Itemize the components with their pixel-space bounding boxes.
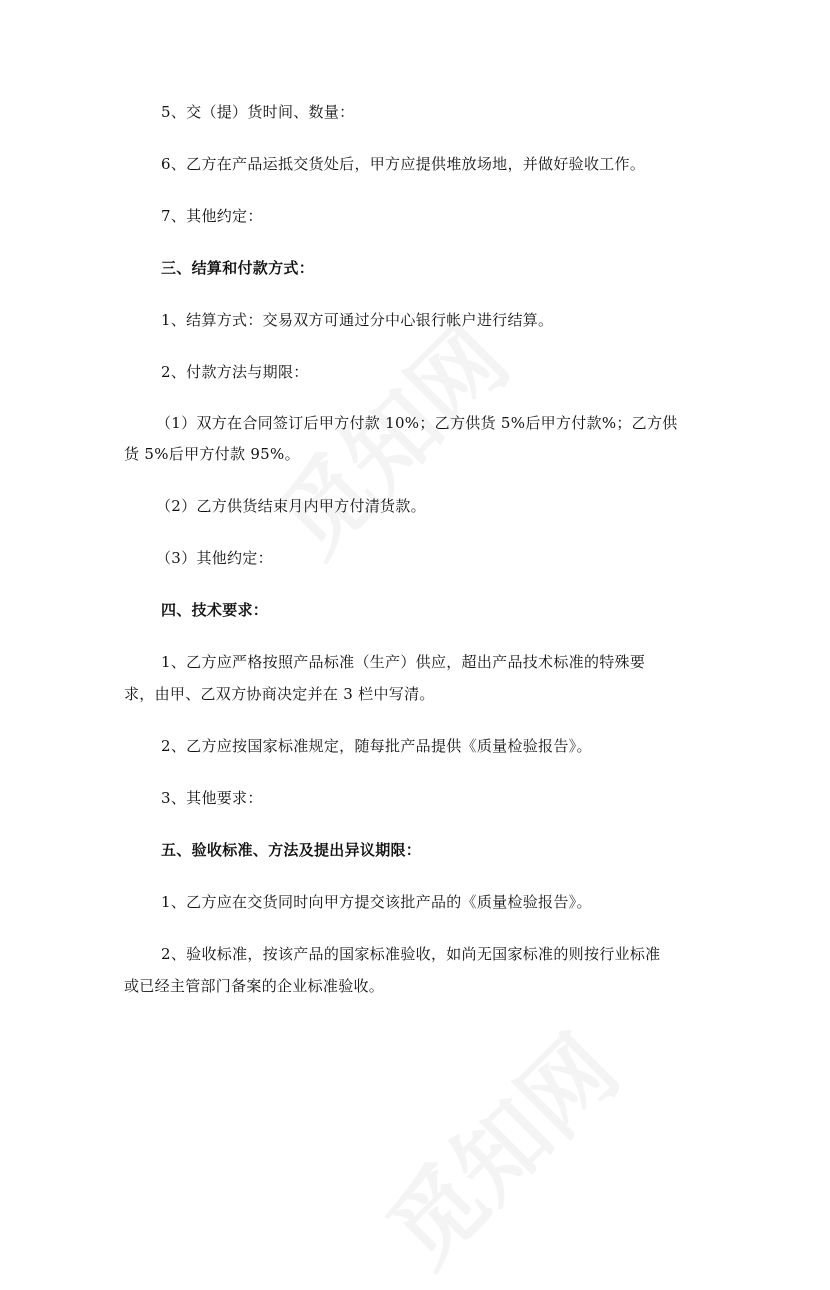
clause-payment-item-1: （1）双方在合同签订后甲方付款 10%；乙方供货 5%后甲方付款%；乙方供 (156, 414, 678, 432)
section-heading-acceptance: 五、验收标准、方法及提出异议期限： (161, 841, 422, 859)
clause-delivery-time: 5、交（提）货时间、数量： (161, 103, 355, 121)
watermark (354, 1002, 643, 1290)
watermark (244, 292, 533, 581)
clause-other-agreement: 7、其他约定： (161, 207, 263, 225)
clause-payment-item-1-cont: 货 5%后甲方付款 95%。 (124, 445, 300, 463)
clause-payment-item-2: （2）乙方供货结束月内甲方付清货款。 (156, 497, 426, 515)
clause-payment-terms: 2、付款方法与期限： (161, 363, 309, 381)
clause-technical-3: 3、其他要求： (161, 789, 263, 807)
clause-acceptance-1: 1、乙方应在交货同时向甲方提交该批产品的《质量检验报告》。 (161, 893, 592, 911)
section-heading-settlement: 三、结算和付款方式： (161, 259, 315, 277)
clause-technical-1-cont: 求，由甲、乙双方协商决定并在 3 栏中写清。 (124, 685, 435, 703)
clause-payment-item-3: （3）其他约定： (156, 549, 273, 567)
clause-acceptance-2-cont: 或已经主管部门备案的企业标准验收。 (124, 977, 385, 995)
clause-acceptance-2: 2、验收标准，按该产品的国家标准验收，如尚无国家标准的则按行业标准 (161, 945, 661, 963)
section-heading-technical: 四、技术要求： (161, 601, 269, 619)
clause-technical-2: 2、乙方应按国家标准规定，随每批产品提供《质量检验报告》。 (161, 737, 592, 755)
clause-technical-1: 1、乙方应严格按照产品标准（生产）供应，超出产品技术标准的特殊要 (161, 653, 646, 671)
clause-storage-acceptance: 6、乙方在产品运抵交货处后，甲方应提供堆放场地，并做好验收工作。 (161, 155, 646, 173)
clause-settlement-method: 1、结算方式：交易双方可通过分中心银行帐户进行结算。 (161, 311, 554, 329)
